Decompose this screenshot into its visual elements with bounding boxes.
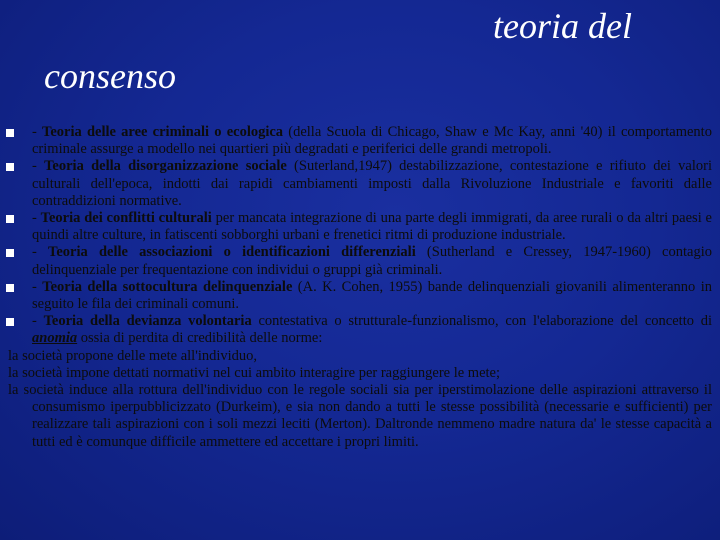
bullet-item-disorganizzazione <box>0 158 720 210</box>
theory-description: per mancata integrazione di una parte degli immigrati, da aree rurali o da altri paesi e quindi altre culture, in fatiscenti sobborghi urbani e frenetici ritmi di produzione industriale. <box>32 210 712 244</box>
anomia-term: anomia <box>32 330 78 347</box>
bullet-lead: - <box>32 124 43 140</box>
theory-name: Teoria della devianza volontaria <box>43 313 252 330</box>
bullet-lead: - <box>32 210 41 227</box>
bullet-lead: - <box>32 158 45 175</box>
theory-name: Teoria della disorganizzazione sociale <box>44 158 287 175</box>
theory-name: Teoria dei conflitti culturali <box>40 210 212 227</box>
title-line-2: consenso <box>44 56 176 96</box>
theory-description: (Sutherland e Cressey, 1947-1960) contagio delinquenziale per frequentazione con individui o gruppi già criminali. <box>32 244 712 278</box>
theory-description: (della Scuola di Chicago, Shaw e Mc Kay, anni '40) il comportamento criminale assurge a modello nei quartieri più degradati e periferici delle grandi metropoli. <box>32 124 712 158</box>
square-bullet-icon <box>6 215 14 223</box>
square-bullet-icon <box>6 163 14 171</box>
slide-body <box>0 124 720 451</box>
bullet-item-sottocultura <box>0 279 720 313</box>
bullet-lead: - <box>32 278 43 295</box>
theory-description: (Suterland,1947) destabilizzazione, contestazione e rifiuto dei valori culturali dell'epoca, indotti dai rapidi cambiamenti imposti dalla Rivoluzione Industriale e favoriti dalle contraddizioni normative. <box>32 158 712 209</box>
square-bullet-icon <box>6 249 14 257</box>
bullet-item-devianza-volontaria <box>0 313 720 347</box>
bullet-item-aree-criminali <box>0 124 720 158</box>
theory-description: (A. K. Cohen, 1955) bande delinquenziali giovanili alimenteranno in seguito le fila dei criminali comuni. <box>32 278 712 313</box>
theory-description: contestativa o strutturale-funzionalismo, con l'elaborazione del concetto di <box>251 313 712 330</box>
society-line-3: la società induce alla rottura dell'individuo con le regole sociali sia per iperstimolazione delle aspirazioni attraverso il consumismo iperpubblicizzato (Durkeim), e sia non dando a tutti le stesse possibilità (necessarie e sufficienti) per realizzare tali aspirazioni con i soli mezzi leciti (Merton). Daltronde nemmeno madre natura da' le stesse capacità a tutti ed è comunque difficile ammettere ed accettare i propri limiti. <box>8 382 712 450</box>
bullet-lead: - <box>32 313 44 330</box>
theory-description-end: ossia di perdita di credibilità delle norme: <box>77 330 323 347</box>
theory-name: Teoria delle aree criminali o ecologica <box>42 124 284 140</box>
theory-name: Teoria delle associazioni o identificazioni differenziali <box>48 244 416 261</box>
square-bullet-icon <box>6 129 14 137</box>
bullet-item-conflitti-culturali <box>0 210 720 244</box>
theory-name: Teoria della sottocultura delinquenziale <box>42 278 293 295</box>
bullet-item-associazioni-differenziali <box>0 244 720 278</box>
bullet-lead: - <box>32 244 49 261</box>
society-line-2: la società impone dettati normativi nel cui ambito interagire per raggiungere le mete; <box>8 364 501 381</box>
society-line-1: la società propone delle mete all'individuo, <box>8 347 258 364</box>
title-line-1: teoria del <box>493 6 632 46</box>
square-bullet-icon <box>6 318 14 326</box>
square-bullet-icon <box>6 284 14 292</box>
